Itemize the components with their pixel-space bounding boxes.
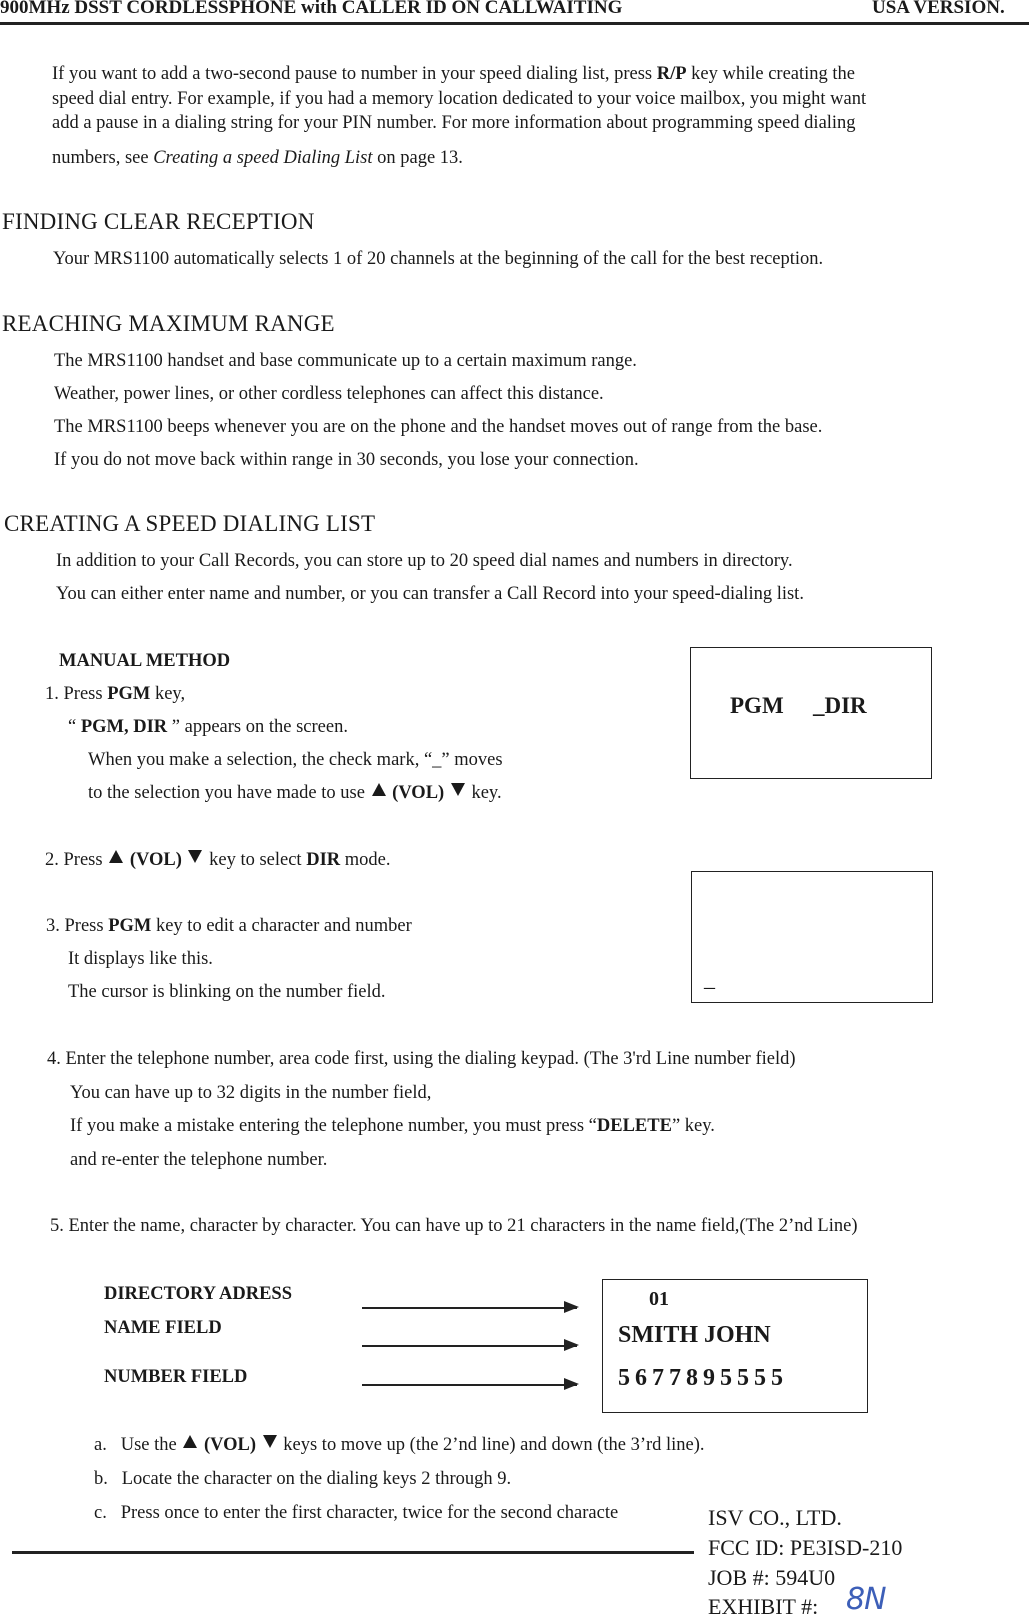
step-1d: to the selection you have made to use (VOL) key. <box>88 783 502 803</box>
down-triangle-icon <box>451 783 465 796</box>
header-version: USA VERSION. <box>872 0 1005 18</box>
arrow-to-name <box>362 1345 577 1347</box>
stamp-exhibit: EXHIBIT #: <box>708 1594 819 1619</box>
substep-b: b. Locate the character on the dialing keys 2 through 9. <box>94 1469 512 1489</box>
stamp-job: JOB #: 594U0 <box>708 1565 836 1590</box>
intro-line-1: If you want to add a two-second pause to number in your speed dialing list, press R/P key while creating the <box>52 64 856 84</box>
step-4: 4. Enter the telephone number, area code first, using the dialing keypad. (The 3'rd Line number field) <box>47 1049 796 1069</box>
range-line-2: Weather, power lines, or other cordless telephones can affect this distance. <box>54 384 604 404</box>
step-4c: If you make a mistake entering the telephone number, you must press “DELETE” key. <box>70 1116 715 1136</box>
up-triangle-icon <box>109 850 123 863</box>
arrow-to-address <box>362 1307 577 1309</box>
step-4b: You can have up to 32 digits in the number field, <box>70 1083 432 1103</box>
range-line-4: If you do not move back within range in 30 seconds, you lose your connection. <box>54 450 639 470</box>
intro-line-3: add a pause in a dialing string for your PIN number. For more information about programming speed dialing <box>52 113 856 133</box>
intro-line-4: numbers, see Creating a speed Dialing List on page 13. <box>52 148 463 168</box>
footer-rule <box>12 1551 694 1554</box>
up-triangle-icon <box>183 1435 197 1448</box>
stamp-fcc-id: FCC ID: PE3ISD-210 <box>708 1535 903 1560</box>
label-name-field: NAME FIELD <box>104 1318 222 1338</box>
step-3b: It displays like this. <box>68 949 213 969</box>
substep-c: c. Press once to enter the first character, twice for the second characte <box>94 1503 619 1523</box>
heading-reception: FINDING CLEAR RECEPTION <box>2 209 315 234</box>
heading-speed-dial: CREATING A SPEED DIALING LIST <box>4 511 376 536</box>
lcd-display-blank <box>691 871 933 1003</box>
heading-range: REACHING MAXIMUM RANGE <box>2 311 335 336</box>
range-line-3: The MRS1100 beeps whenever you are on the phone and the handset moves out of range from the base. <box>54 417 823 437</box>
lcd-number: 5677895555 <box>618 1365 788 1391</box>
step-1c: When you make a selection, the check mark, “_” moves <box>88 750 503 770</box>
lcd-dir-label: _DIR <box>813 693 867 718</box>
step-3c: The cursor is blinking on the number field. <box>68 982 386 1002</box>
speed-line-2: You can either enter name and number, or you can transfer a Call Record into your speed-dialing list. <box>56 584 804 604</box>
lcd-cursor: _ <box>704 966 715 991</box>
substep-a: a. Use the (VOL) keys to move up (the 2’nd line) and down (the 3’rd line). <box>94 1435 705 1455</box>
range-line-1: The MRS1100 handset and base communicate up to a certain maximum range. <box>54 351 637 371</box>
speed-line-1: In addition to your Call Records, you can store up to 20 speed dial names and numbers in directory. <box>56 551 793 571</box>
up-triangle-icon <box>372 783 386 796</box>
arrow-to-number <box>362 1384 577 1386</box>
stamp-company: ISV CO., LTD. <box>708 1505 842 1530</box>
lcd-pgm-label: PGM <box>730 693 784 718</box>
handwritten-exhibit-number: 8N <box>846 1582 886 1617</box>
step-4d: and re-enter the telephone number. <box>70 1150 328 1170</box>
step-5: 5. Enter the name, character by character. You can have up to 21 characters in the name field,(The 2’nd Line) <box>50 1216 858 1236</box>
manual-method-title: MANUAL METHOD <box>59 651 231 671</box>
step-1: 1. Press PGM key, <box>45 684 186 704</box>
header-rule <box>0 22 1029 25</box>
intro-line-2: speed dial entry. For example, if you had a memory location dedicated to your voice mailbox, you might want <box>52 89 867 109</box>
lcd-directory-entry <box>602 1279 868 1413</box>
lcd-address: 01 <box>649 1288 669 1310</box>
step-2: 2. Press (VOL) key to select DIR mode. <box>45 850 391 870</box>
down-triangle-icon <box>188 850 202 863</box>
header-title: 900MHz DSST CORDLESSPHONE with CALLER ID ON CALLWAITING <box>0 0 623 18</box>
lcd-display-pgm-dir <box>690 647 932 779</box>
reception-text: Your MRS1100 automatically selects 1 of 20 channels at the beginning of the call for the best reception. <box>53 249 824 269</box>
down-triangle-icon <box>263 1435 277 1448</box>
label-directory-address: DIRECTORY ADRESS <box>104 1284 292 1304</box>
lcd-name: SMITH JOHN <box>618 1322 771 1348</box>
label-number-field: NUMBER FIELD <box>104 1367 248 1387</box>
step-3: 3. Press PGM key to edit a character and number <box>46 916 412 936</box>
step-1b: “ PGM, DIR ” appears on the screen. <box>68 717 348 737</box>
